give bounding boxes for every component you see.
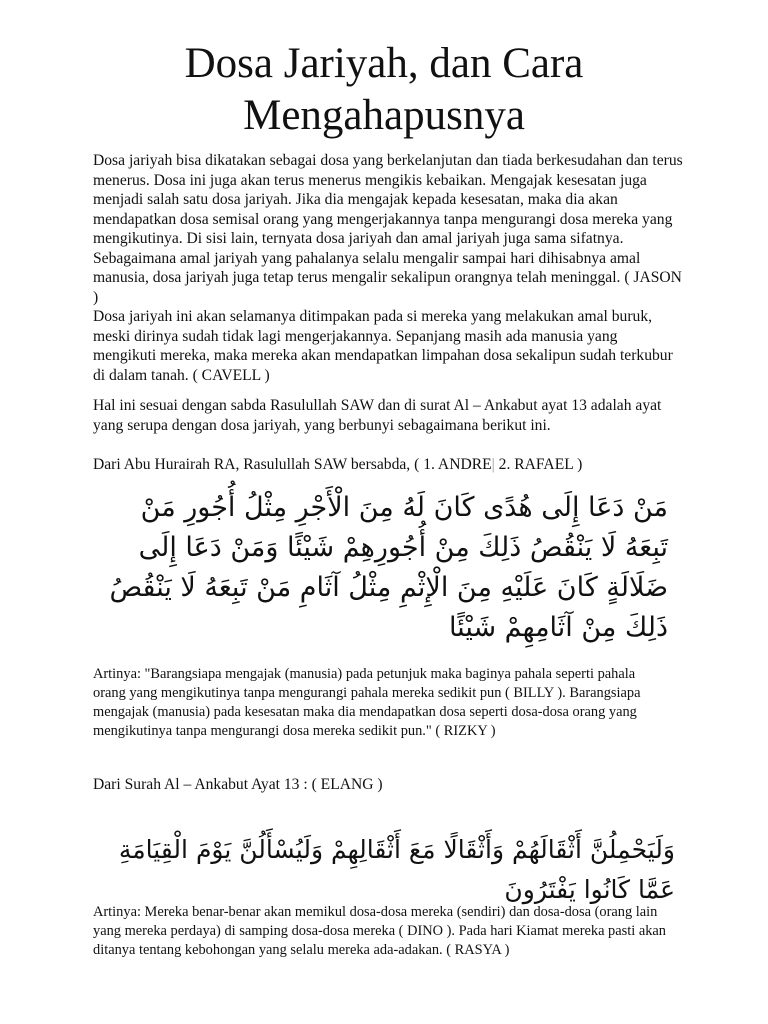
surah-intro: Dari Surah Al – Ankabut Ayat 13 : ( ELANG ) bbox=[93, 776, 383, 793]
hadith-intro-text-end: 2. RAFAEL ) bbox=[494, 456, 583, 473]
page-title bbox=[0, 38, 768, 142]
hadith-arabic-text: مَنْ دَعَا إِلَى هُدًى كَانَ لَهُ مِنَ الْأَجْرِ مِثْلُ أُجُورِ مَنْ تَبِعَهُ لَا يَنْقُصُ ذَلِكَ مِنْ أُجُورِهِمْ شَيْئًا وَمَنْ دَعَا إِلَى ضَلَالَةٍ كَانَ عَلَيْهِ مِنَ الْإِثْمِ مِثْلُ آثَامِ مَنْ تَبِعَهُ لَا يَنْقُصُ ذَلِكَ مِنْ آثَامِهِمْ شَيْئًا bbox=[109, 492, 668, 643]
surah-arabic-text: وَلَيَحْمِلُنَّ أَثْقَالَهُمْ وَأَثْقَالًا مَعَ أَثْقَالِهِمْ وَلَيُسْأَلُنَّ يَوْمَ الْقِيَامَةِ عَمَّا كَانُوا يَفْتَرُونَ bbox=[118, 835, 675, 904]
hadith-intro-text: Dari Abu Hurairah RA, Rasulullah SAW bersabda, ( 1. ANDRE bbox=[93, 456, 492, 473]
paragraph-dosa-jariyah: Dosa jariyah ini akan selamanya ditimpakan pada si mereka yang melakukan amal buruk, meski dirinya sudah tidak lagi mengerjakannya. Sepanjang masih ada manusia yang mengikuti mereka, maka mereka akan mendapatkan limpahan dosa sekalipun sudah terkubur di dalam tanah. ( CAVELL ) bbox=[93, 308, 673, 384]
hadith-translation: Artinya: "Barangsiapa mengajak (manusia) pada petunjuk maka baginya pahala seperti pahala orang yang mengikutinya tanpa mengurangi pahala mereka sedikit pun ( BILLY ). Barangsiapa mengajak (manusia) pada kesesatan maka dia mendapatkan dosa seperti dosa-dosa orang yang mengikutinya tanpa mengurangi dosa mereka sedikit pun." ( RIZKY ) bbox=[93, 666, 641, 739]
hadith-intro bbox=[93, 455, 683, 475]
title-line-2: Mengahapusnya bbox=[243, 92, 525, 139]
text-cursor: | bbox=[491, 456, 495, 473]
title-line-1: Dosa Jariyah, dan Cara bbox=[184, 40, 584, 87]
surah-translation: Artinya: Mereka benar-benar akan memikul dosa-dosa mereka (sendiri) dan dosa-dosa (orang lain yang mereka perdaya) di samping dosa-dosa mereka ( DINO ). Pada hari Kiamat mereka pasti akan ditanya tentang kebohongan yang selalu mereka ada-adakan. ( RASYA ) bbox=[93, 904, 667, 958]
paragraph-intro: Dosa jariyah bisa dikatakan sebagai dosa yang berkelanjutan dan tiada berkesudahan dan terus menerus. Dosa ini juga akan terus menerus mengikis kebaikan. Mengajak kesesatan juga menjadi salah satu dosa jariyah. Jika dia mengajak kepada kesesatan, maka dia akan mendapatkan dosa semisal orang yang mengerjakannya tanpa mengurangi dosa mereka yang mengikutinya. Di sisi lain, ternyata dosa jariyah dan amal jariyah juga sama sifatnya. Sebagaimana amal jariyah yang pahalanya selalu mengalir sampai hari dihisabnya amal manusia, dosa jariyah juga tetap terus mengalir sekalipun orangnya telah meninggal. ( JASON ) bbox=[93, 152, 683, 306]
paragraph-hadith-reference: Hal ini sesuai dengan sabda Rasulullah SAW dan di surat Al – Ankabut ayat 13 adalah ayat yang serupa dengan dosa jariyah, yang berbunyi sebagaimana berikut ini. bbox=[93, 397, 662, 434]
